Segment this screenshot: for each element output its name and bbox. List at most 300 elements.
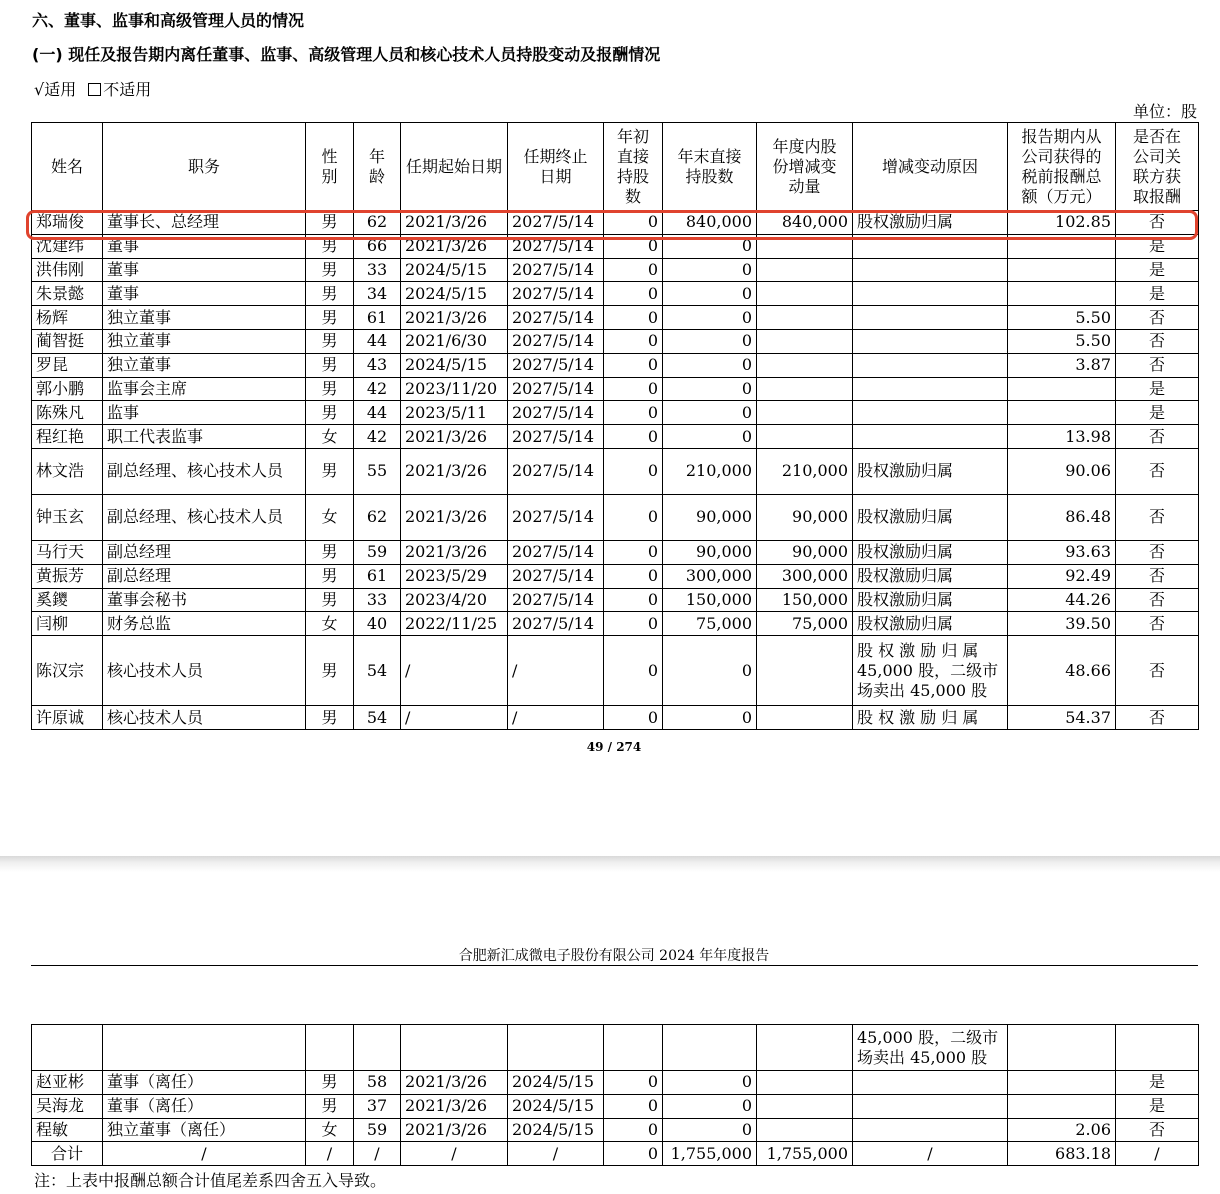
- table-cell: 0: [663, 234, 757, 258]
- table-cell: 董事: [103, 258, 306, 282]
- table-cell: 副总经理、核心技术人员: [103, 448, 306, 494]
- applicable-no[interactable]: 不适用: [103, 80, 152, 99]
- table-row: [32, 401, 1199, 425]
- table-cell: 2027/5/14: [508, 540, 604, 564]
- table-cell: 0: [604, 306, 663, 330]
- table-cell: 否: [1116, 494, 1199, 540]
- table-cell: 2027/5/14: [508, 211, 604, 235]
- table-cell: [757, 282, 853, 306]
- table-cell: [757, 306, 853, 330]
- table-cell: 核心技术人员: [103, 706, 306, 730]
- table-cell: 44.26: [1008, 588, 1116, 612]
- table-cell: 0: [604, 636, 663, 706]
- table-cell: 2027/5/14: [508, 258, 604, 282]
- page-break: [0, 856, 1220, 872]
- table-cell: 0: [604, 377, 663, 401]
- table-cell: 58: [354, 1071, 401, 1095]
- footnote: 注：上表中报酬总额合计值尾差系四舍五入导致。: [34, 1171, 387, 1190]
- table-cell: 2027/5/14: [508, 306, 604, 330]
- table-cell: 0: [604, 282, 663, 306]
- table-cell: 59: [354, 540, 401, 564]
- table-cell: 0: [663, 1071, 757, 1095]
- table-cell: 女: [306, 1118, 354, 1142]
- table-cell: 42: [354, 425, 401, 449]
- table-cell: 0: [604, 612, 663, 636]
- table-cell: 闫柳: [32, 612, 103, 636]
- table-cell: 2027/5/14: [508, 448, 604, 494]
- table-cell: 2021/3/26: [401, 448, 508, 494]
- table-cell: 0: [604, 234, 663, 258]
- table-row: [32, 494, 1199, 540]
- table-cell: 男: [306, 588, 354, 612]
- table-cell: [853, 353, 1008, 377]
- table-cell: 股权激励归属: [853, 588, 1008, 612]
- table-cell: /: [853, 1142, 1008, 1166]
- table-cell: [1008, 1094, 1116, 1118]
- table-header: [32, 123, 1199, 211]
- table-cell: [1008, 282, 1116, 306]
- table-cell: 2023/5/11: [401, 401, 508, 425]
- table-row: [32, 353, 1199, 377]
- table-cell: 210,000: [663, 448, 757, 494]
- table-cell: 2023/11/20: [401, 377, 508, 401]
- table-cell: 0: [604, 1071, 663, 1095]
- table-cell: 否: [1116, 306, 1199, 330]
- table-cell: [853, 306, 1008, 330]
- table-row: [32, 588, 1199, 612]
- table-cell: 2021/3/26: [401, 1071, 508, 1095]
- table-cell: 合计: [32, 1142, 103, 1166]
- table-cell: 0: [604, 564, 663, 588]
- table-cell: 否: [1116, 636, 1199, 706]
- header-cell: 年龄: [354, 123, 401, 211]
- table-cell: [757, 636, 853, 706]
- table-cell: 否: [1116, 211, 1199, 235]
- table-cell: [1008, 258, 1116, 282]
- table-cell: [853, 1118, 1008, 1142]
- table-cell: 90,000: [757, 494, 853, 540]
- table-cell: 0: [604, 1142, 663, 1166]
- table-cell: 程敏: [32, 1118, 103, 1142]
- table-cell: 39.50: [1008, 612, 1116, 636]
- table-cell: 40: [354, 612, 401, 636]
- table-cell: 副总经理、核心技术人员: [103, 494, 306, 540]
- table-cell: 女: [306, 612, 354, 636]
- table-cell: 男: [306, 329, 354, 353]
- applicable-options: [34, 77, 151, 100]
- table-cell: 0: [663, 1118, 757, 1142]
- table-row: [32, 1142, 1199, 1166]
- table-cell: 钟玉玄: [32, 494, 103, 540]
- table-cell: 0: [663, 377, 757, 401]
- table-cell: 44: [354, 401, 401, 425]
- table-cell: 2027/5/14: [508, 329, 604, 353]
- table-cell: 61: [354, 564, 401, 588]
- table-cell: 男: [306, 211, 354, 235]
- table-cell: [853, 1071, 1008, 1095]
- table-cell: /: [103, 1142, 306, 1166]
- table-cell: 独立董事（离任）: [103, 1118, 306, 1142]
- section-title: 六、董事、监事和高级管理人员的情况: [32, 11, 305, 30]
- table-cell: 61: [354, 306, 401, 330]
- table-cell: 2027/5/14: [508, 353, 604, 377]
- table-cell: 54.37: [1008, 706, 1116, 730]
- table-cell: 0: [604, 353, 663, 377]
- table-row: [32, 1071, 1199, 1095]
- table-cell: /: [401, 636, 508, 706]
- report-header: 合肥新汇成微电子股份有限公司 2024 年年度报告: [458, 948, 770, 964]
- table-cell: 5.50: [1008, 306, 1116, 330]
- table-cell: 男: [306, 540, 354, 564]
- table-cell: 62: [354, 211, 401, 235]
- table-cell: 2021/3/26: [401, 1094, 508, 1118]
- table-cell: 54: [354, 706, 401, 730]
- table-cell: 840,000: [757, 211, 853, 235]
- table-cell: 男: [306, 401, 354, 425]
- table-cell: 0: [604, 258, 663, 282]
- table-cell: 150,000: [757, 588, 853, 612]
- header-cell: 姓名: [32, 123, 103, 211]
- table-cell: [757, 1071, 853, 1095]
- table-cell: /: [306, 1142, 354, 1166]
- table-cell: 1,755,000: [663, 1142, 757, 1166]
- table-cell: 男: [306, 282, 354, 306]
- table-cell: 否: [1116, 425, 1199, 449]
- table-row: [32, 258, 1199, 282]
- table-cell: 55: [354, 448, 401, 494]
- table-cell: 董事: [103, 234, 306, 258]
- header-cell: 年末直接持股数: [663, 123, 757, 211]
- table-cell: 0: [604, 1094, 663, 1118]
- table-cell: [853, 1094, 1008, 1118]
- table-cell: 男: [306, 234, 354, 258]
- table-cell: 300,000: [757, 564, 853, 588]
- table-cell: [757, 1118, 853, 1142]
- table-cell: 马行天: [32, 540, 103, 564]
- table-cell: 2021/3/26: [401, 211, 508, 235]
- table-cell: 股权激励归属: [853, 448, 1008, 494]
- table-cell: 2024/5/15: [401, 258, 508, 282]
- table-cell: [853, 329, 1008, 353]
- table-cell: 2021/6/30: [401, 329, 508, 353]
- table-cell: [853, 258, 1008, 282]
- table-cell: 2024/5/15: [508, 1118, 604, 1142]
- table-cell: 男: [306, 564, 354, 588]
- table-cell: 男: [306, 636, 354, 706]
- table-cell: /: [508, 636, 604, 706]
- table-cell: 股权激励归属: [853, 540, 1008, 564]
- table-cell: 董事（离任）: [103, 1071, 306, 1095]
- table-cell: 2024/5/15: [508, 1094, 604, 1118]
- table-cell: 黄振芳: [32, 564, 103, 588]
- table-cell: 2021/3/26: [401, 1118, 508, 1142]
- table-cell: 否: [1116, 448, 1199, 494]
- table-cell: 洪伟刚: [32, 258, 103, 282]
- table-cell: 罗昆: [32, 353, 103, 377]
- table-cell: [1008, 401, 1116, 425]
- table-cell: 财务总监: [103, 612, 306, 636]
- table-cell: 许原诚: [32, 706, 103, 730]
- table-cell: 董事（离任）: [103, 1094, 306, 1118]
- table-row: [32, 377, 1199, 401]
- table-cell: 董事: [103, 282, 306, 306]
- table-cell: 150,000: [663, 588, 757, 612]
- table-cell: 90,000: [757, 540, 853, 564]
- table-cell: 0: [604, 425, 663, 449]
- table-cell: 0: [663, 425, 757, 449]
- table-cell: 0: [604, 401, 663, 425]
- table-cell: 1,755,000: [757, 1142, 853, 1166]
- table-cell: 0: [663, 1094, 757, 1118]
- table-cell: 59: [354, 1118, 401, 1142]
- table-cell: /: [401, 706, 508, 730]
- table-cell: /: [508, 706, 604, 730]
- table-cell: 44: [354, 329, 401, 353]
- table-cell: 沈建纬: [32, 234, 103, 258]
- table-cell: 否: [1116, 353, 1199, 377]
- table-cell: 职工代表监事: [103, 425, 306, 449]
- table-cell: 程红艳: [32, 425, 103, 449]
- table-cell: 陈汉宗: [32, 636, 103, 706]
- table-cell: 2024/5/15: [401, 353, 508, 377]
- table-cell: [853, 282, 1008, 306]
- table-cell: 93.63: [1008, 540, 1116, 564]
- table-cell: 男: [306, 1094, 354, 1118]
- table-cell: 2023/5/29: [401, 564, 508, 588]
- table-cell: [853, 377, 1008, 401]
- table-cell: 2027/5/14: [508, 234, 604, 258]
- table-cell: 奚鑁: [32, 588, 103, 612]
- unit-label: 单位：股: [1132, 102, 1197, 121]
- table-cell: 郑瑞俊: [32, 211, 103, 235]
- applicable-yes[interactable]: √适用: [34, 80, 77, 99]
- highlight-box: [26, 210, 1198, 240]
- header-cell: 报告期内从公司获得的税前报酬总额（万元）: [1008, 123, 1116, 211]
- table-cell: [757, 353, 853, 377]
- table-row: [32, 706, 1199, 730]
- table-cell: 33: [354, 588, 401, 612]
- table-cell: 是: [1116, 401, 1199, 425]
- table-cell: 2023/4/20: [401, 588, 508, 612]
- header-cell: 是否在公司关联方获取报酬: [1116, 123, 1199, 211]
- table-row: [32, 329, 1199, 353]
- table-cell: 0: [604, 494, 663, 540]
- header-divider: [31, 965, 1198, 966]
- table-cell: 董事长、总经理: [103, 211, 306, 235]
- table-cell: 34: [354, 282, 401, 306]
- table-row: [32, 306, 1199, 330]
- table-row: [32, 1118, 1199, 1142]
- table-cell: 赵亚彬: [32, 1071, 103, 1095]
- table-cell: 37: [354, 1094, 401, 1118]
- table-cell: 蔺智挺: [32, 329, 103, 353]
- table-cell: 75,000: [757, 612, 853, 636]
- table-cell: [853, 401, 1008, 425]
- table-cell: 独立董事: [103, 353, 306, 377]
- table-cell: 副总经理: [103, 540, 306, 564]
- table-cell: 90,000: [663, 540, 757, 564]
- table-cell: [757, 258, 853, 282]
- table-cell: [757, 1094, 853, 1118]
- header-cell: 增减变动原因: [853, 123, 1008, 211]
- table-cell: 男: [306, 377, 354, 401]
- header-cell: 性别: [306, 123, 354, 211]
- table-cell: 2021/3/26: [401, 425, 508, 449]
- table-cell: 男: [306, 353, 354, 377]
- table-cell: [853, 425, 1008, 449]
- table-cell: 300,000: [663, 564, 757, 588]
- table-cell: [757, 706, 853, 730]
- table-cell: [1008, 377, 1116, 401]
- table-cell: 是: [1116, 258, 1199, 282]
- table-row: [32, 540, 1199, 564]
- table-cell: 683.18: [1008, 1142, 1116, 1166]
- page-number: 49 / 274: [586, 740, 642, 754]
- table-cell: 2021/3/26: [401, 306, 508, 330]
- table-cell: [757, 425, 853, 449]
- table-cell: 0: [604, 211, 663, 235]
- table-cell: 男: [306, 1071, 354, 1095]
- table-cell: 女: [306, 494, 354, 540]
- table-cell: 102.85: [1008, 211, 1116, 235]
- table-cell: /: [1116, 1142, 1199, 1166]
- table-cell: 否: [1116, 588, 1199, 612]
- table-cell: 43: [354, 353, 401, 377]
- table-cell: 监事会主席: [103, 377, 306, 401]
- table-cell: 66: [354, 234, 401, 258]
- table-cell: 210,000: [757, 448, 853, 494]
- table-cell: 0: [604, 329, 663, 353]
- table-cell: [757, 329, 853, 353]
- table-cell: 是: [1116, 1071, 1199, 1095]
- header-cell: 任期终止日期: [508, 123, 604, 211]
- table-cell: 林文浩: [32, 448, 103, 494]
- header-cell: 年初直接持股数: [604, 123, 663, 211]
- table-row: [32, 564, 1199, 588]
- table-cell: 5.50: [1008, 329, 1116, 353]
- table-cell: 33: [354, 258, 401, 282]
- table-cell: 0: [663, 306, 757, 330]
- table-cell: 女: [306, 425, 354, 449]
- table-cell: 2027/5/14: [508, 401, 604, 425]
- table-row: [32, 612, 1199, 636]
- table-cell: 2027/5/14: [508, 425, 604, 449]
- table-cell: 90.06: [1008, 448, 1116, 494]
- table-cell: 0: [604, 1118, 663, 1142]
- table-cell: 2022/11/25: [401, 612, 508, 636]
- table-cell: 否: [1116, 612, 1199, 636]
- table-cell: 2027/5/14: [508, 612, 604, 636]
- table-cell: [1008, 1071, 1116, 1095]
- table-cell: 42: [354, 377, 401, 401]
- table-cell: 86.48: [1008, 494, 1116, 540]
- table-cell: 2021/3/26: [401, 494, 508, 540]
- table-cell: 股权激励归属: [853, 564, 1008, 588]
- cell-reason: 45,000 股，二级市场卖出 45,000 股: [853, 1025, 1008, 1071]
- table-cell: 2024/5/15: [508, 1071, 604, 1095]
- table-cell: 2021/3/26: [401, 540, 508, 564]
- table-row: [32, 425, 1199, 449]
- table-cell: 监事: [103, 401, 306, 425]
- table-cell: 是: [1116, 1094, 1199, 1118]
- table-cell: 核心技术人员: [103, 636, 306, 706]
- checkbox-icon[interactable]: [88, 83, 101, 96]
- table-cell: 2027/5/14: [508, 282, 604, 306]
- table-cell: 0: [604, 540, 663, 564]
- table-cell: 92.49: [1008, 564, 1116, 588]
- table-cell: 840,000: [663, 211, 757, 235]
- table-cell: 13.98: [1008, 425, 1116, 449]
- table-row: [32, 636, 1199, 706]
- table-cell: 独立董事: [103, 306, 306, 330]
- table-cell: 90,000: [663, 494, 757, 540]
- table-cell: 2027/5/14: [508, 564, 604, 588]
- table-cell: 2027/5/14: [508, 377, 604, 401]
- subsection-title: (一) 现任及报告期内离任董事、监事、高级管理人员和核心技术人员持股变动及报酬情况: [32, 45, 661, 64]
- table-cell: 75,000: [663, 612, 757, 636]
- table-cell: 54: [354, 636, 401, 706]
- table-cell: 0: [663, 706, 757, 730]
- holdings-table-continued: [31, 1024, 1199, 1166]
- table-cell: 副总经理: [103, 564, 306, 588]
- table-cell: 0: [604, 448, 663, 494]
- table-row: [32, 1025, 1199, 1071]
- table-cell: 股权激励归属: [853, 211, 1008, 235]
- table-cell: 是: [1116, 377, 1199, 401]
- table-cell: 0: [663, 282, 757, 306]
- table-cell: /: [354, 1142, 401, 1166]
- table-cell: 董事会秘书: [103, 588, 306, 612]
- table-cell: 否: [1116, 706, 1199, 730]
- table-cell: 0: [663, 636, 757, 706]
- table-cell: 男: [306, 706, 354, 730]
- table-row: [32, 448, 1199, 494]
- table-cell: 3.87: [1008, 353, 1116, 377]
- table-cell: 62: [354, 494, 401, 540]
- table-cell: 股权激励归属: [853, 612, 1008, 636]
- table-cell: /: [401, 1142, 508, 1166]
- table-cell: 股 权 激 励 归 属: [853, 706, 1008, 730]
- table-cell: 否: [1116, 1118, 1199, 1142]
- table-cell: 杨辉: [32, 306, 103, 330]
- table-cell: 吴海龙: [32, 1094, 103, 1118]
- table-cell: [757, 401, 853, 425]
- header-cell: 年度内股份增减变动量: [757, 123, 853, 211]
- table-cell: 0: [604, 588, 663, 612]
- table-cell: 男: [306, 258, 354, 282]
- table-cell: 0: [663, 329, 757, 353]
- table-cell: 否: [1116, 564, 1199, 588]
- table-cell: 2027/5/14: [508, 588, 604, 612]
- table-cell: 48.66: [1008, 636, 1116, 706]
- table-cell: 否: [1116, 329, 1199, 353]
- header-cell: 任期起始日期: [401, 123, 508, 211]
- table-cell: 郭小鹏: [32, 377, 103, 401]
- table-cell: 股权激励归属: [853, 494, 1008, 540]
- table-cell: 男: [306, 448, 354, 494]
- table-cell: 男: [306, 306, 354, 330]
- table-cell: 朱景懿: [32, 282, 103, 306]
- table-cell: [757, 377, 853, 401]
- table-cell: /: [508, 1142, 604, 1166]
- table-cell: 0: [663, 401, 757, 425]
- table-cell: 否: [1116, 540, 1199, 564]
- table-row: [32, 1094, 1199, 1118]
- table-cell: 股 权 激 励 归 属 45,000 股，二级市场卖出 45,000 股: [853, 636, 1008, 706]
- table-cell: 2.06: [1008, 1118, 1116, 1142]
- table-cell: 是: [1116, 234, 1199, 258]
- table-cell: 2027/5/14: [508, 494, 604, 540]
